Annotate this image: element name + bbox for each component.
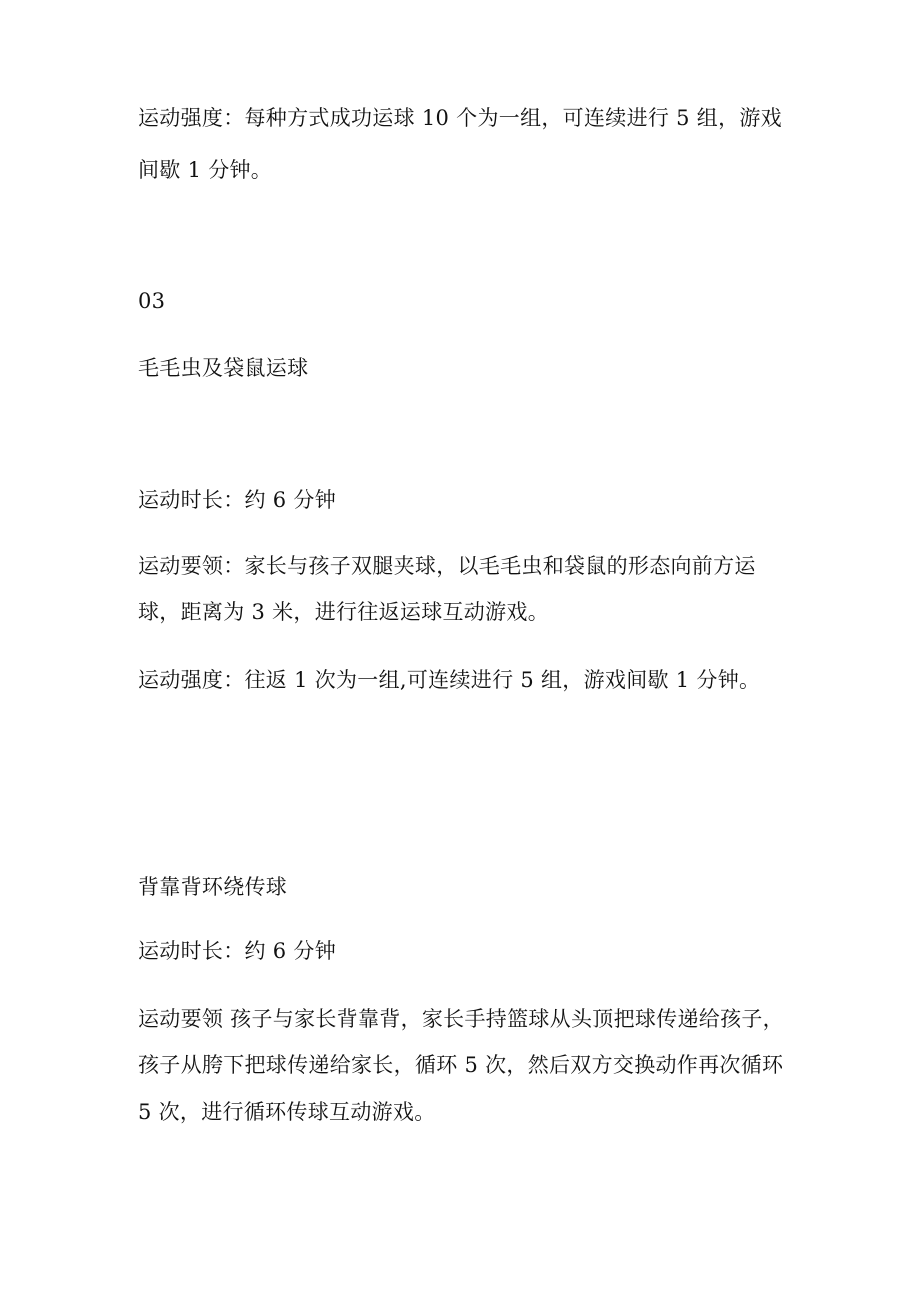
section-03-essentials-line1: 运动要领：家长与孩子双腿夹球，以毛毛虫和袋鼠的形态向前方运 <box>138 554 756 578</box>
section-04-title: 背靠背环绕传球 <box>138 875 288 899</box>
section-03-duration: 运动时长：约 6 分钟 <box>138 488 337 512</box>
section-02-intensity-line2: 间歇 1 分钟。 <box>138 158 273 182</box>
section-04-essentials-line2: 孩子从胯下把球传递给家长，循环 5 次，然后双方交换动作再次循环 <box>138 1053 784 1077</box>
section-04-duration: 运动时长：约 6 分钟 <box>138 939 337 963</box>
section-03-number: 03 <box>138 289 166 313</box>
section-03-essentials-line2: 球，距离为 3 米，进行往返运球互动游戏。 <box>138 600 550 624</box>
section-02-intensity-line1: 运动强度：每种方式成功运球 10 个为一组，可连续进行 5 组，游戏 <box>138 106 782 130</box>
section-03-intensity: 运动强度：往返 1 次为一组,可连续进行 5 组，游戏间歇 1 分钟。 <box>138 668 761 692</box>
section-04-essentials-line1: 运动要领 孩子与家长背靠背，家长手持篮球从头顶把球传递给孩子， <box>138 1007 784 1031</box>
section-03-title: 毛毛虫及袋鼠运球 <box>138 356 309 380</box>
section-04-essentials-line3: 5 次，进行循环传球互动游戏。 <box>138 1100 436 1124</box>
